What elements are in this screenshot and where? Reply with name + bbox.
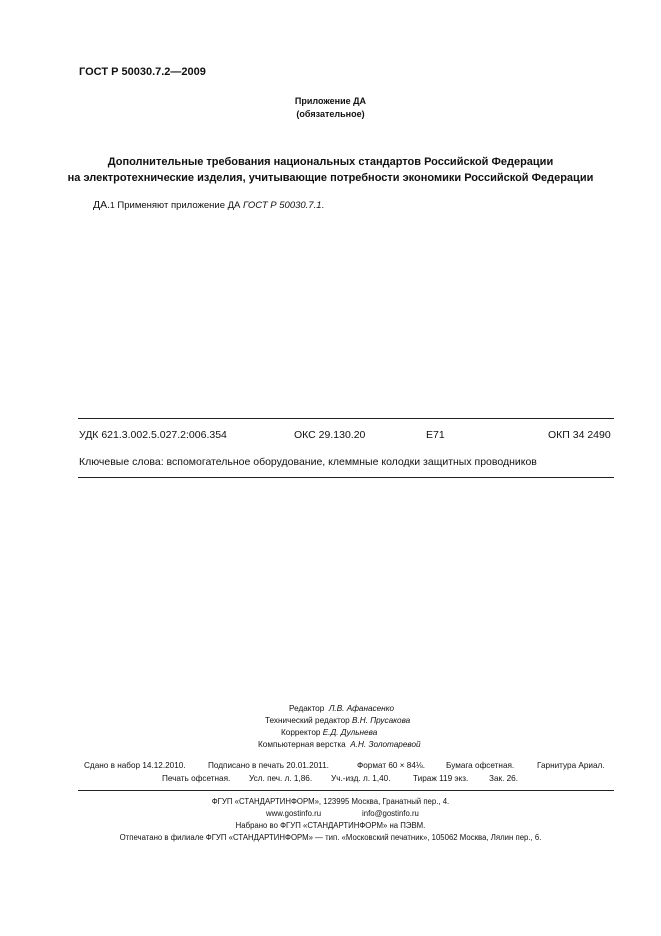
print-signed: Подписано в печать 20.01.2011.: [208, 761, 329, 770]
credit-tech-editor: [265, 716, 410, 725]
credit-role: Корректор: [281, 728, 321, 737]
credit-role: Компьютерная верстка: [258, 740, 346, 749]
credit-proofreader: [281, 728, 377, 737]
print-publishing-sheets: Уч.-изд. л. 1,40.: [331, 774, 391, 783]
divider-top: [78, 418, 614, 419]
clause-end: .: [321, 200, 325, 211]
print-paper: Бумага офсетная.: [446, 761, 515, 770]
credit-role: Редактор: [289, 704, 325, 713]
print-format: Формат 60 × 84⅛.: [357, 761, 426, 770]
credit-name: Л.В. Афанасенко: [328, 704, 395, 713]
okp-code: ОКП 34 2490: [548, 429, 611, 441]
keywords: Ключевые слова: вспомогательное оборудование, клеммные колодки защитных проводников: [79, 456, 537, 468]
credit-name: Е.Д. Дульнева: [322, 728, 378, 737]
document-id: ГОСТ Р 50030.7.2—2009: [79, 66, 206, 78]
print-run: Тираж 119 экз.: [413, 774, 469, 783]
clause-reference: ГОСТ Р 50030.7.1: [243, 200, 322, 211]
credit-name: В.Н. Прусакова: [352, 716, 411, 725]
print-order: Зак. 26.: [489, 774, 519, 783]
annex-status: (обязательное): [296, 109, 365, 119]
publisher-typeset-note: Набрано во ФГУП «СТАНДАРТИНФОРМ» на ПЭВМ.: [235, 821, 426, 830]
udk-code: УДК 621.3.002.5.027.2:006.354: [79, 429, 227, 441]
credit-role: Технический редактор: [265, 716, 350, 725]
publisher-address: ФГУП «СТАНДАРТИНФОРМ», 123995 Москва, Гранатный пер., 4.: [211, 797, 450, 806]
divider-bottom: [78, 790, 614, 791]
print-typeface: Гарнитура Ариал.: [537, 761, 605, 770]
print-method: Печать офсетная.: [162, 774, 231, 783]
section-title-line1: Дополнительные требования национальных стандартов Российской Федерации: [107, 156, 554, 168]
clause-subnumber: 1: [110, 200, 115, 210]
annex-title: Приложение ДА: [294, 96, 367, 106]
section-title-line2: на электротехнические изделия, учитывающие потребности экономики Российской Федерации: [67, 172, 594, 184]
clause-text: Применяют приложение ДА: [114, 200, 244, 211]
publisher-email[interactable]: info@gostinfo.ru: [362, 809, 419, 818]
oks-code: ОКС 29.130.20: [294, 429, 366, 441]
credit-editor: [289, 704, 394, 713]
print-sheets: Усл. печ. л. 1,86.: [249, 774, 313, 783]
clause-paragraph: [93, 199, 324, 211]
print-submitted: Сдано в набор 14.12.2010.: [84, 761, 186, 770]
clause-number: ДА.: [93, 199, 111, 211]
credit-name: А.Н. Золотаревой: [350, 740, 421, 749]
publisher-website[interactable]: www.gostinfo.ru: [266, 809, 322, 818]
classification-code: Е71: [426, 429, 445, 441]
credit-layout: [258, 740, 421, 749]
publisher-print-note: Отпечатано в филиале ФГУП «СТАНДАРТИНФОРМ» — тип. «Московский печатник», 105062 Москва, Лялин пер., 6.: [119, 833, 542, 842]
divider-middle: [78, 477, 614, 478]
